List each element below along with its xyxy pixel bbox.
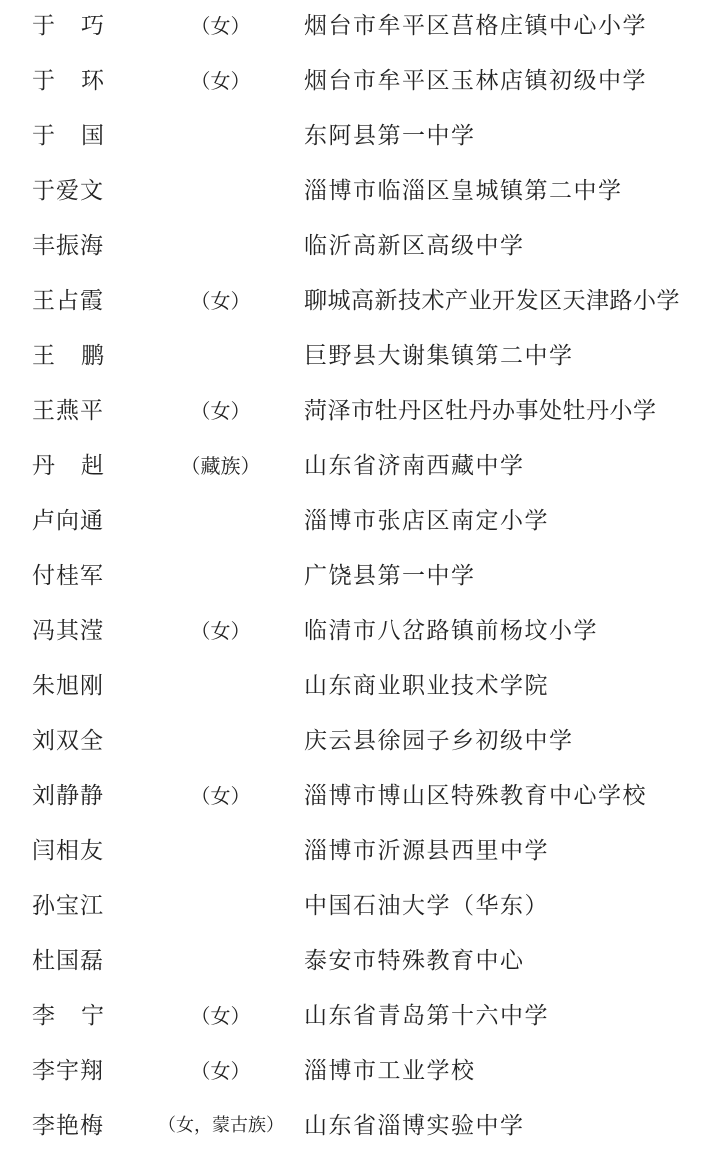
list-item bbox=[0, 1106, 702, 1146]
list-item bbox=[0, 281, 702, 321]
person-name: 于环 bbox=[32, 68, 130, 94]
person-name: 闫相友 bbox=[32, 838, 104, 864]
list-item bbox=[0, 226, 702, 266]
person-name: 刘双全 bbox=[32, 728, 104, 754]
person-unit: 巨野县大谢集镇第二中学 bbox=[304, 343, 574, 369]
list-item bbox=[0, 721, 702, 761]
list-item bbox=[0, 666, 702, 706]
person-name: 王燕平 bbox=[32, 398, 104, 424]
person-unit: 淄博市沂源县西里中学 bbox=[304, 838, 549, 864]
list-item bbox=[0, 611, 702, 651]
person-name: 李宇翔 bbox=[32, 1058, 104, 1084]
person-unit: 山东省淄博实验中学 bbox=[304, 1113, 525, 1139]
person-name: 丹赳 bbox=[32, 453, 130, 479]
person-note: （藏族） bbox=[180, 454, 261, 478]
list-item bbox=[0, 996, 702, 1036]
list-item bbox=[0, 776, 702, 816]
person-name: 于巧 bbox=[32, 13, 130, 39]
list-item bbox=[0, 6, 702, 46]
list-item bbox=[0, 1051, 702, 1091]
list-item bbox=[0, 556, 702, 596]
person-unit: 淄博市工业学校 bbox=[304, 1058, 476, 1084]
person-note: （女） bbox=[190, 619, 251, 643]
person-note: （女） bbox=[190, 399, 251, 423]
person-unit: 中国石油大学（华东） bbox=[304, 893, 549, 919]
list-item bbox=[0, 831, 702, 871]
person-note: （女） bbox=[190, 14, 251, 38]
list-item bbox=[0, 886, 702, 926]
person-name: 李宁 bbox=[32, 1003, 130, 1029]
person-note: （女） bbox=[190, 1059, 251, 1083]
person-unit: 东阿县第一中学 bbox=[304, 123, 476, 149]
person-name: 于爱文 bbox=[32, 178, 104, 204]
person-unit: 泰安市特殊教育中心 bbox=[304, 948, 525, 974]
person-name: 王占霞 bbox=[32, 288, 104, 314]
list-item bbox=[0, 61, 702, 101]
person-note: （女） bbox=[190, 784, 251, 808]
person-note: （女，蒙古族） bbox=[158, 1115, 284, 1136]
person-unit: 淄博市张店区南定小学 bbox=[304, 508, 549, 534]
list-item bbox=[0, 501, 702, 541]
person-unit: 广饶县第一中学 bbox=[304, 563, 476, 589]
person-name: 杜国磊 bbox=[32, 948, 104, 974]
list-item bbox=[0, 391, 702, 431]
person-unit: 山东商业职业技术学院 bbox=[304, 673, 549, 699]
person-name: 王鹏 bbox=[32, 343, 130, 369]
person-unit: 烟台市牟平区玉林店镇初级中学 bbox=[304, 68, 647, 94]
person-unit: 淄博市临淄区皇城镇第二中学 bbox=[304, 178, 623, 204]
list-item bbox=[0, 336, 702, 376]
list-item bbox=[0, 171, 702, 211]
person-name: 李艳梅 bbox=[32, 1113, 104, 1139]
list-item bbox=[0, 446, 702, 486]
person-name: 付桂军 bbox=[32, 563, 104, 589]
list-item bbox=[0, 116, 702, 156]
person-unit: 临清市八岔路镇前杨坟小学 bbox=[304, 618, 598, 644]
person-unit: 烟台市牟平区莒格庄镇中心小学 bbox=[304, 13, 647, 39]
person-note: （女） bbox=[190, 289, 251, 313]
list-item bbox=[0, 941, 702, 981]
person-name: 刘静静 bbox=[32, 783, 104, 809]
person-unit: 庆云县徐园子乡初级中学 bbox=[304, 728, 574, 754]
person-unit: 山东省济南西藏中学 bbox=[304, 453, 525, 479]
person-unit: 聊城高新技术产业开发区天津路小学 bbox=[304, 288, 680, 314]
person-unit: 淄博市博山区特殊教育中心学校 bbox=[304, 783, 647, 809]
person-name: 丰振海 bbox=[32, 233, 104, 259]
person-name: 朱旭刚 bbox=[32, 673, 104, 699]
person-unit: 山东省青岛第十六中学 bbox=[304, 1003, 549, 1029]
person-name: 孙宝江 bbox=[32, 893, 104, 919]
person-name: 卢向通 bbox=[32, 508, 104, 534]
person-note: （女） bbox=[190, 1004, 251, 1028]
person-note: （女） bbox=[190, 69, 251, 93]
person-name: 冯其滢 bbox=[32, 618, 104, 644]
person-unit: 菏泽市牡丹区牡丹办事处牡丹小学 bbox=[304, 398, 657, 424]
person-name: 于国 bbox=[32, 123, 130, 149]
person-unit: 临沂高新区高级中学 bbox=[304, 233, 525, 259]
